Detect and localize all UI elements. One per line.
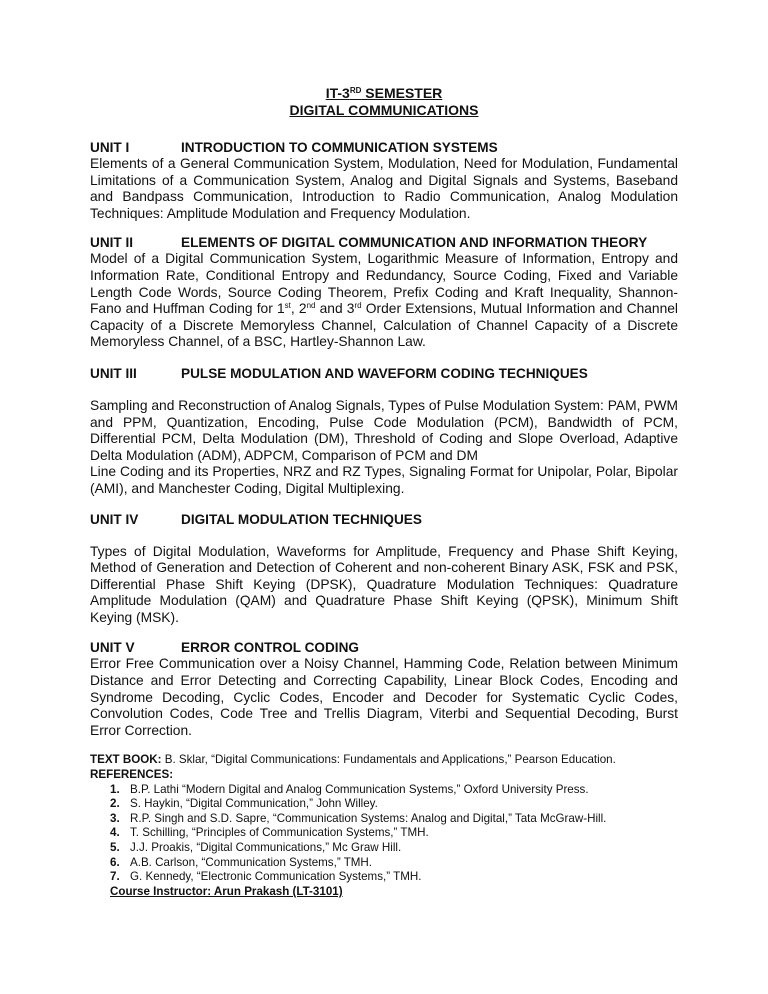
unit-title: PULSE MODULATION AND WAVEFORM CODING TECHNIQUES — [181, 365, 588, 381]
reference-item: 5. J.J. Proakis, “Digital Communications,” Mc Graw Hill. — [110, 841, 402, 854]
unit-number: UNIT II — [90, 235, 134, 251]
unit-heading — [90, 640, 678, 656]
references-section — [90, 753, 678, 899]
unit-description-continued: Line Coding and its Properties, NRZ and RZ Types, Signaling Format for Unipolar, Polar, Bipolar (AMI), and Manchester Coding, Digital Multiplexing. — [90, 464, 678, 496]
unit-number: UNIT III — [90, 365, 137, 381]
unit-section — [90, 366, 678, 498]
references-label: REFERENCES: — [90, 768, 174, 782]
reference-item: 3. R.P. Singh and S.D. Sapre, “Communication Systems: Analog and Digital,” Tata McGraw-Hill. — [110, 811, 607, 825]
unit-section — [90, 512, 678, 627]
syllabus-page — [90, 85, 678, 899]
unit-title: INTRODUCTION TO COMMUNICATION SYSTEMS — [181, 140, 498, 155]
unit-heading — [90, 235, 678, 251]
semester-heading: IT-3RD SEMESTER — [325, 85, 443, 101]
textbook-line — [90, 753, 678, 768]
course-title: DIGITAL COMMUNICATIONS — [289, 102, 479, 118]
reference-item: 4. T. Schilling, “Principles of Communication Systems,” TMH. — [110, 826, 429, 840]
reference-item: 1. B.P. Lathi “Modern Digital and Analog Communication Systems,” Oxford University Press. — [110, 782, 589, 796]
unit-title: DIGITAL MODULATION TECHNIQUES — [181, 511, 422, 527]
reference-item: 6. A.B. Carlson, “Communication Systems,” TMH. — [110, 855, 373, 869]
unit-number: UNIT I — [90, 140, 130, 155]
unit-section — [90, 235, 678, 351]
document-title — [90, 85, 678, 119]
unit-description: Model of a Digital Communication System, Logarithmic Measure of Information, Entropy and Information Rate, Conditional Entropy and Redundancy, Source Coding, Fixed and Variable Length Code Words, Source Coding Theorem, Prefix Coding and Kraft Inequality, Shannon-Fano and Huffman Coding for 1st, 2nd and 3rd Order Extensions, Mutual Information and Channel Capacity of a Discrete Memoryless Channel, Calculation of Channel Capacity of a Discrete Memoryless Channel, of a BSC, Hartley-Shannon Law. — [90, 251, 678, 350]
textbook-citation: B. Sklar, “Digital Communications: Fundamentals and Applications,” Pearson Education. — [161, 753, 616, 767]
unit-number: UNIT IV — [90, 511, 139, 527]
unit-title: ERROR CONTROL CODING — [181, 640, 359, 656]
unit-description: Elements of a General Communication System, Modulation, Need for Modulation, Fundamental Limitations of a Communication System, Analog and Digital Signals and Systems, Baseband and Bandpass Communication, Introduction to Radio Communication, Analog Modulation Techniques: Amplitude Modulation and Frequency Modulation. — [90, 156, 678, 221]
textbook-label: TEXT BOOK: — [90, 753, 162, 767]
unit-description: Error Free Communication over a Noisy Channel, Hamming Code, Relation between Minimum Distance and Error Detecting and Correcting Capability, Linear Block Codes, Encoding and Syndrome Decoding, Cyclic Codes, Encoder and Decoder for Systematic Cyclic Codes, Convolution Codes, Code Tree and Trellis Diagram, Viterbi and Sequential Decoding, Burst Error Correction. — [90, 656, 678, 738]
unit-description: Sampling and Reconstruction of Analog Signals, Types of Pulse Modulation System: PAM, PWM and PPM, Quantization, Encoding, Pulse Code Modulation (PCM), Bandwidth of PCM, Differential PCM, Delta Modulation (DM), Threshold of Coding and Slope Overload, Adaptive Delta Modulation (ADM), ADPCM, Comparison of PCM and DM — [90, 397, 678, 463]
unit-heading — [90, 366, 678, 382]
unit-section — [90, 140, 678, 222]
unit-number: UNIT V — [90, 640, 135, 656]
course-instructor: Course Instructor: Arun Prakash (LT-3101) — [110, 884, 343, 898]
reference-item: 7. G. Kennedy, “Electronic Communication Systems,” TMH. — [110, 870, 422, 884]
reference-item: 2. S. Haykin, “Digital Communication,” John Willey. — [110, 797, 378, 811]
unit-title: ELEMENTS OF DIGITAL COMMUNICATION AND INFORMATION THEORY — [181, 235, 648, 251]
unit-description: Types of Digital Modulation, Waveforms for Amplitude, Frequency and Phase Shift Keying, Method of Generation and Detection of Coherent and non-coherent Binary ASK, FSK and PSK, Differential Phase Shift Keying (DPSK), Quadrature Modulation Techniques: Quadrature Amplitude Modulation (QAM) and Quadrature Phase Shift Keying (QPSK), Minimum Shift Keying (MSK). — [90, 543, 678, 625]
unit-heading — [90, 512, 678, 528]
unit-section — [90, 640, 678, 739]
unit-heading — [90, 140, 678, 156]
